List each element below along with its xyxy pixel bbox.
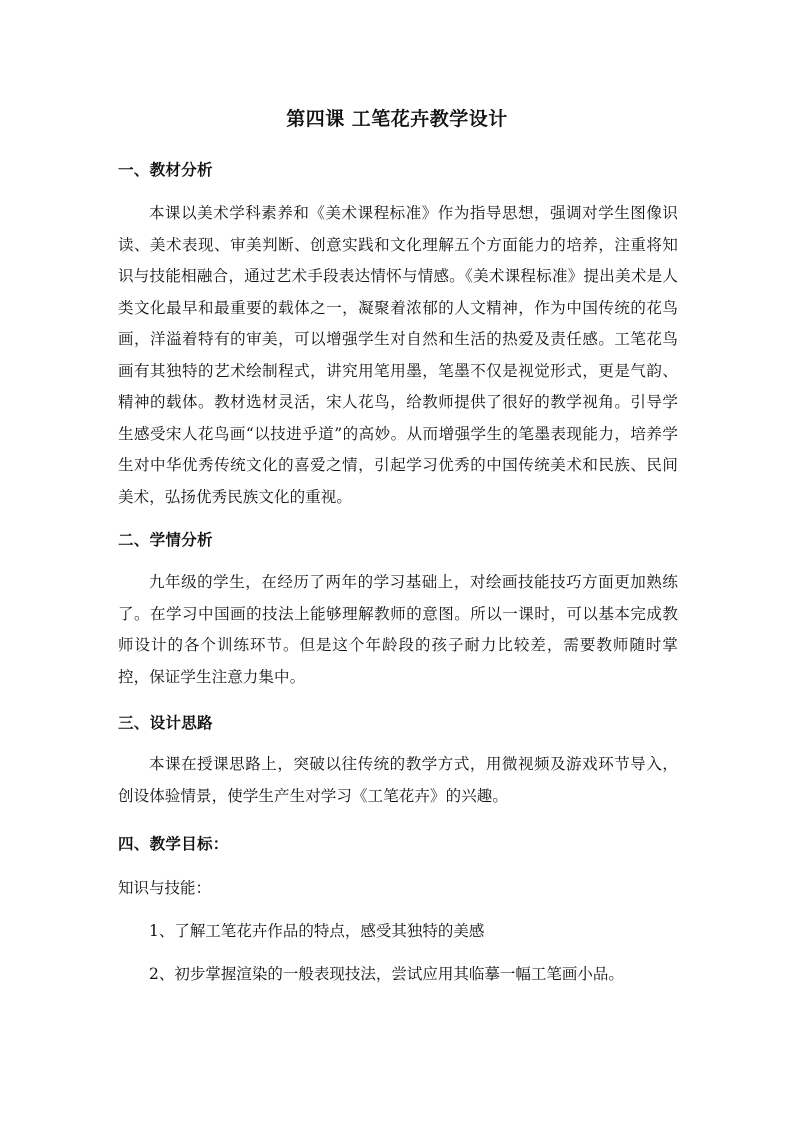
section-paragraph-design-idea: 本课在授课思路上，突破以往传统的教学方式，用微视频及游戏环节导入，创设体验情景，使学生产生对学习《工笔花卉》的兴趣。 [118,755,678,805]
section-paragraph-student-analysis: 九年级的学生，在经历了两年的学习基础上，对绘画技能技巧方面更加熟练了。在学习中国画的技法上能够理解教师的意图。所以一课时，可以基本完成教师设计的各个训练环节。但是这个年龄段的孩子耐力比较差，需要教师随时掌控，保证学生注意力集中。 [118,573,678,686]
list-item: 1、了解工笔花卉作品的特点，感受其独特的美感 [149,922,485,940]
subheading-knowledge-skills: 知识与技能： [118,879,212,897]
section-heading-student-analysis: 二、学情分析 [118,530,213,549]
section-paragraph-material-analysis: 本课以美术学科素养和《美术课程标准》作为指导思想，强调对学生图像识读、美术表现、审美判断、创意实践和文化理解五个方面能力的培养，注重将知识与技能相融合，通过艺术手段表达情怀与情感。《美术课程标准》提出美术是人类文化最早和最重要的载体之一，凝聚着浓郁的人文精神，作为中国传统的花鸟画，洋溢着特有的审美，可以增强学生对自然和生活的热爱及责任感。工笔花鸟画有其独特的艺术绘制程式，讲究用笔用墨，笔墨不仅是视觉形式，更是气韵、精神的载体。教材选材灵活，宋人花鸟，给教师提供了很好的教学视角。引导学生感受宋人花鸟画“以技进乎道”的高妙。从而增强学生的笔墨表现能力，培养学生对中华优秀传统文化的喜爱之情，引起学习优秀的中国传统美术和民族、民间美术，弘扬优秀民族文化的重视。 [118,204,678,506]
document-title: 第四课 工笔花卉教学设计 [286,108,508,130]
section-heading-teaching-goals: 四、教学目标： [118,834,229,853]
list-item: 2、初步掌握渲染的一般表现技法，尝试应用其临摹一幅工笔画小品。 [149,965,624,983]
section-heading-design-idea: 三、设计思路 [118,713,213,732]
section-heading-material-analysis: 一、教材分析 [118,160,213,179]
